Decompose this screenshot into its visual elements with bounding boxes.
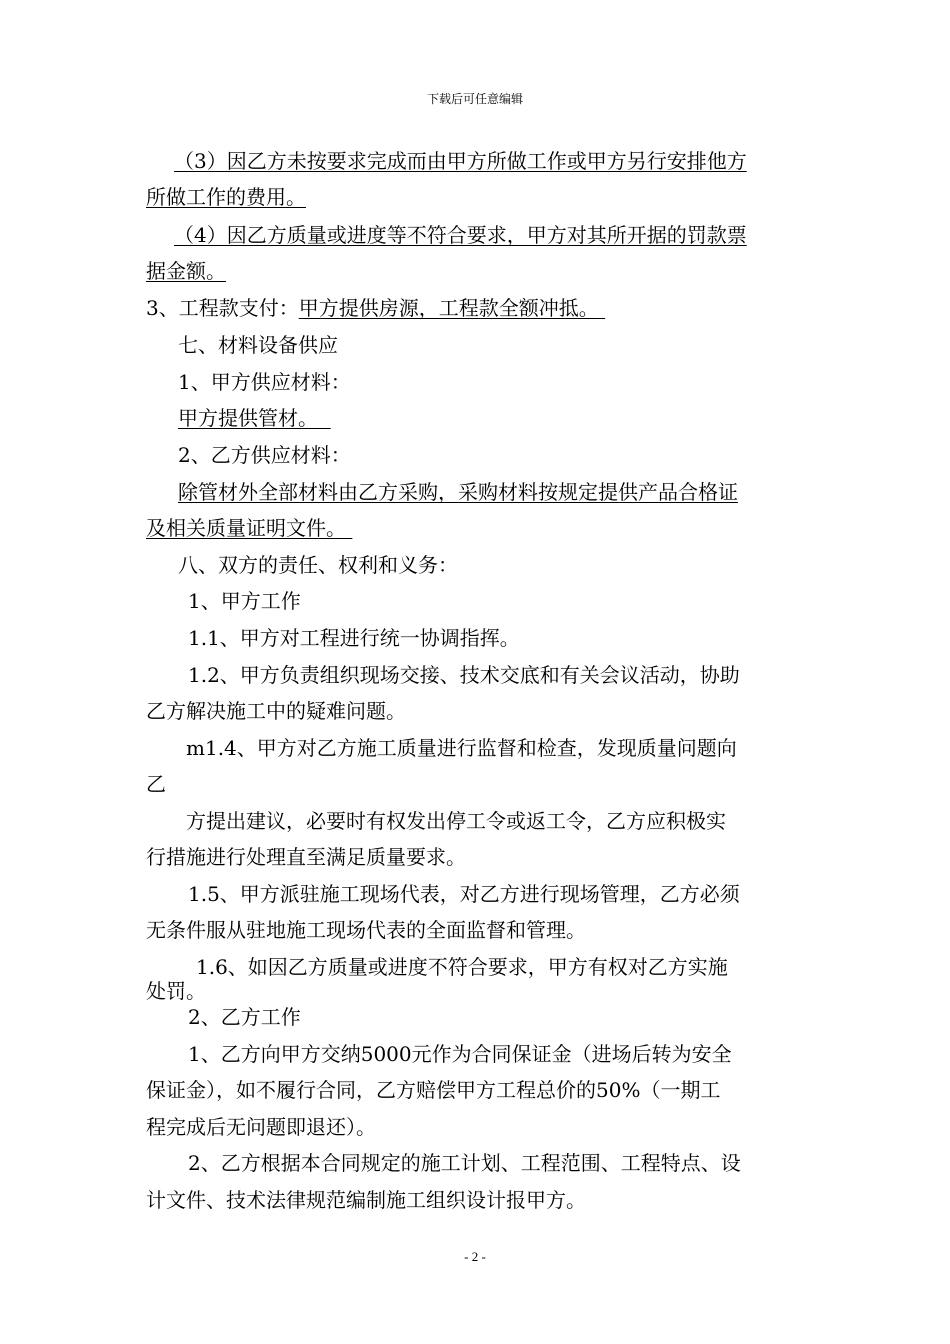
text-line: 保证金），如不履行合同，乙方赔偿甲方工程总价的50%（一期工 [146, 1078, 721, 1102]
text-line: 1.2、甲方负责组织现场交接、技术交底和有关会议活动，协助 [188, 663, 740, 687]
page-number: - 2 - [464, 1249, 486, 1264]
text-line: 2、乙方根据本合同规定的施工计划、工程范围、工程特点、设 [188, 1151, 741, 1175]
text-line: 行措施进行处理直至满足质量要求。 [146, 845, 466, 869]
text-line: 所做工作的费用。 [146, 185, 306, 209]
text-line: 2、乙方供应材料： [178, 443, 351, 467]
page-header: 下载后可任意编辑 [426, 92, 523, 106]
text-line: m1.4、甲方对乙方施工质量进行监督和检查，发现质量问题向 [186, 736, 737, 760]
text-line: 程完成后无问题即退还）。 [146, 1115, 376, 1139]
text-line: 1.1、甲方对工程进行统一协调指挥。 [188, 626, 520, 650]
text-line: 1、甲方供应材料： [178, 370, 351, 394]
text-line: 方提出建议，必要时有权发出停工令或返工令，乙方应积极实 [186, 809, 726, 833]
text-line: 乙方解决施工中的疑难问题。 [146, 699, 406, 723]
text-line: 计文件、技术法律规范编制施工组织设计报甲方。 [146, 1188, 586, 1212]
text-line: 1.6、如因乙方质量或进度不符合要求，甲方有权对乙方实施 [196, 955, 728, 979]
text-line: 2、乙方工作 [188, 1005, 301, 1029]
section-heading: 八、双方的责任、权利和义务： [178, 553, 458, 577]
text-line: 无条件服从驻地施工现场代表的全面监督和管理。 [146, 918, 586, 942]
text-line: 及相关质量证明文件。 [146, 516, 346, 540]
text-line: 处罚。 [146, 979, 206, 1003]
section-heading: 七、材料设备供应 [178, 333, 338, 357]
text-line: （3）因乙方未按要求完成而由甲方所做工作或甲方另行安排他方 [174, 149, 747, 173]
text-line: 1、甲方工作 [188, 589, 301, 613]
text-line: 1、乙方向甲方交纳5000元作为合同保证金（进场后转为安全 [188, 1042, 732, 1066]
text-line: 除管材外全部材料由乙方采购，采购材料按规定提供产品合格证 [178, 480, 738, 504]
text-line: （4）因乙方质量或进度等不符合要求，甲方对其所开据的罚款票 [174, 223, 747, 247]
text-line: 甲方提供管材。 [178, 406, 318, 430]
text-line: 1.5、甲方派驻施工现场代表，对乙方进行现场管理，乙方必须 [188, 882, 740, 906]
text-line: 据金额。 [146, 259, 226, 283]
text-line: 3、工程款支付：甲方提供房源，工程款全额冲抵。 [146, 296, 599, 320]
text-line: 乙 [146, 772, 166, 796]
